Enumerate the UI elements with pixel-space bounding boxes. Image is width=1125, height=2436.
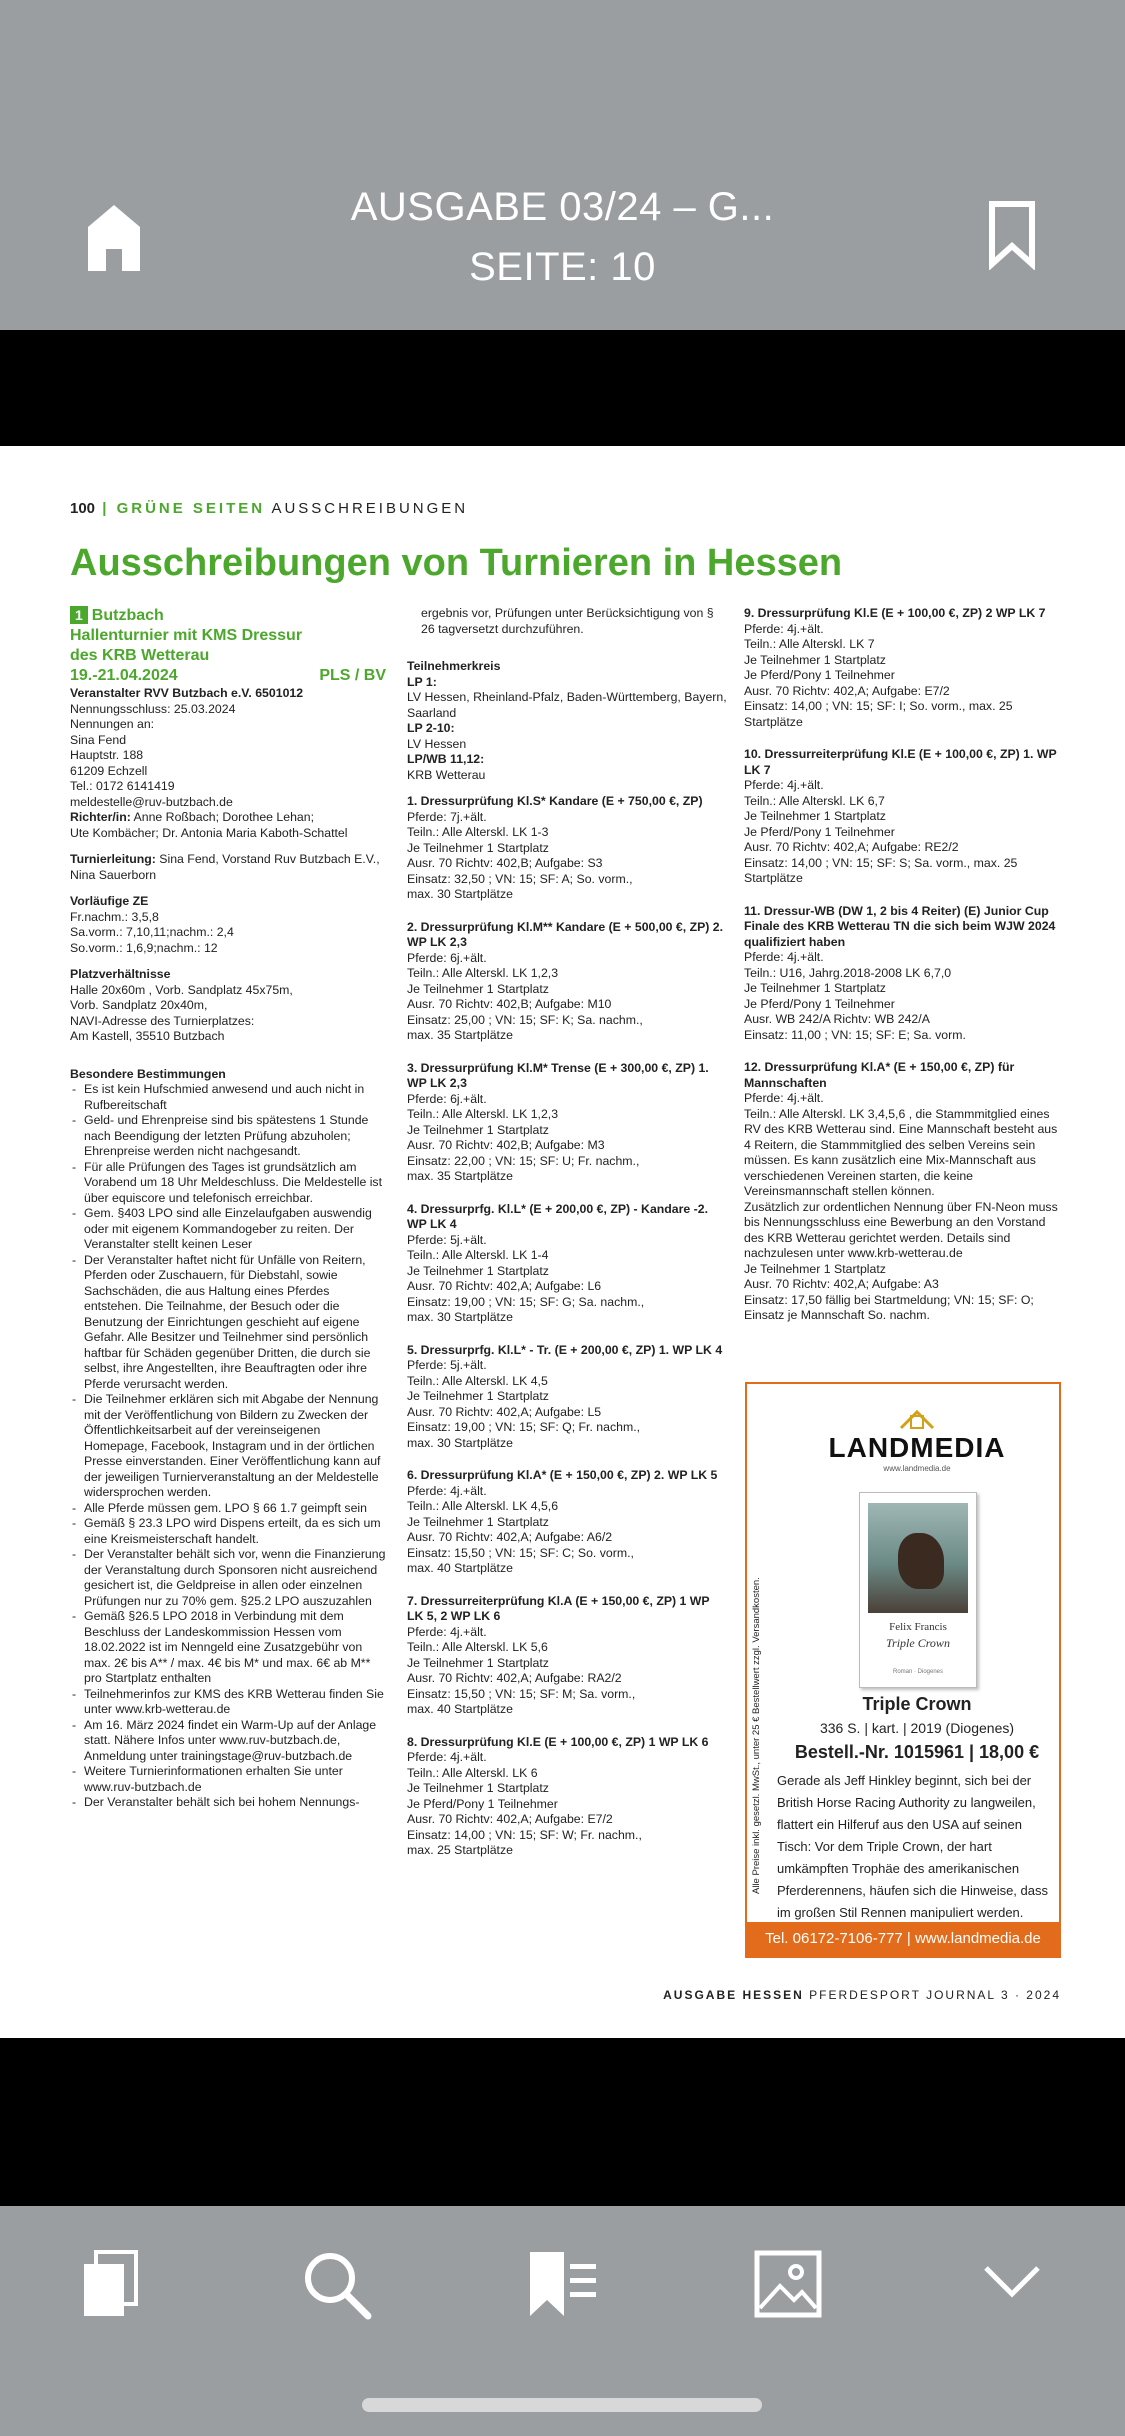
page-indicator: SEITE: 10 (469, 245, 656, 289)
competition-detail: Ausr. WB 242/A Richtv: WB 242/A (744, 1012, 930, 1026)
competition-detail: Einsatz: 15,50 ; VN: 15; SF: C; So. vorm., (407, 1545, 634, 1560)
logo-book-icon (897, 1408, 937, 1430)
ad-legal-note: Alle Preise inkl. gesetzl. MwSt., unter 25 € Bestellwert zzgl. Versandkosten. (751, 1577, 762, 1894)
competitions-col3 (744, 606, 1062, 1341)
competition-detail: Teiln.: Alle Alterskl. LK 4,5 (407, 1373, 548, 1388)
col2-intro: ergebnis vor, Prüfungen unter Berücksichtigung von § 26 tagversetzt durchzuführen. (421, 606, 714, 636)
ze-line: Fr.nachm.: 3,5,8 (70, 909, 159, 924)
competition-title: 5. Dressurprfg. Kl.L* - Tr. (E + 200,00 €, ZP) 1. WP LK 4 (407, 1342, 723, 1357)
competition-detail: Pferde: 4j.+ält. (744, 950, 824, 964)
competition-detail: Teiln.: U16, Jahrg.2018-2008 LK 6,7,0 (744, 965, 952, 980)
bookmark-icon (988, 200, 1036, 270)
ad-book-title: Triple Crown (862, 1694, 972, 1714)
collapse-button[interactable] (982, 2250, 1046, 2320)
competition-detail: Je Teilnehmer 1 Startplatz (407, 1263, 549, 1278)
logo-text: LANDMEDIA (828, 1432, 1006, 1463)
logo-url: www.landmedia.de (883, 1464, 951, 1473)
viewer-background-bottom (0, 2038, 1125, 2206)
competition-detail: Je Teilnehmer 1 Startplatz (407, 1655, 549, 1670)
competitions-col2 (407, 794, 727, 1876)
competition-detail: Ausr. 70 Richtv: 402,A; Aufgabe: L6 (407, 1279, 602, 1293)
address-line: Hauptstr. 188 (70, 748, 144, 762)
ze-line: Sa.vorm.: 7,10,11;nachm.: 2,4 (70, 925, 234, 939)
competition-entry (407, 1735, 727, 1876)
address-line: meldestelle@ruv-butzbach.de (70, 794, 233, 809)
cover-title: Triple Crown (886, 1636, 950, 1650)
rule-item: - Der Veranstalter haftet nicht für Unfälle von Reitern, Pferden oder Zuschauern, für Diebstahl, sowie Sachschäden, die aus Haltung eines Pferdes entstehen. Die Teilnahme, der Besuch oder die Benutzung der Einrichtungen geschieht auf eigene Gefahr. Alle Besitzer und Teilnehmer sind persönlich haftbar für Schäden gegenüber Dritten, die durch sie selbst, ihre Angestellten, ihre Beauftragten oder ihre Pferde verursacht werden. (70, 1253, 386, 1393)
competition-title: 9. Dressurprüfung Kl.E (E + 100,00 €, ZP) 2 WP LK 7 (744, 606, 1046, 620)
address-line: Sina Fend (70, 732, 127, 747)
competition-entry (407, 1343, 727, 1469)
top-bar (0, 0, 1125, 330)
column-3 (744, 606, 1062, 1341)
event-subtitle-2: des KRB Wetterau (70, 647, 210, 664)
event-date: 19.-21.04.2024 (70, 667, 178, 684)
address-line: Nennungen an: (70, 717, 155, 731)
competition-detail: Einsatz: 15,50 ; VN: 15; SF: M; Sa. vorm., (407, 1686, 636, 1701)
rule-item: - Die Teilnehmer erklären sich mit Abgabe der Nennung mit der Veröffentlichung von Bildern zu Zwecken der Öffentlichkeitsarbeit auf der vereinseigenen Homepage, Facebook, Instagram und in der örtlichen Presse einverstanden. Einer Veröffentlichung kann auf der jeweiligen Turnierveranstaltung an der Meldestelle widersprochen werden. (70, 1392, 386, 1501)
viewer-background-top (0, 330, 1125, 446)
competition-detail: Einsatz: 19,00 ; VN: 15; SF: G; Sa. nachm., (407, 1294, 645, 1309)
competition-detail: Je Teilnehmer 1 Startplatz (407, 1389, 549, 1403)
rule-item: - Der Veranstalter behält sich vor, wenn die Finanzierung der Veranstaltung durch Sponsoren nicht ausreichend gesichert ist, die Geldpreise in allen oder einzelnen Prüfungen nur zu 70% gem. §25.2 LPO auszuzahlen (70, 1547, 386, 1609)
competition-detail: Je Pferd/Pony 1 Teilnehmer (744, 996, 895, 1011)
competition-detail: Teiln.: Alle Alterskl. LK 4,5,6 (407, 1499, 559, 1513)
competition-detail: max. 30 Startplätze (407, 1310, 513, 1324)
competition-entry (744, 747, 1062, 904)
competition-detail: max. 35 Startplätze (407, 1169, 513, 1183)
competition-detail: Einsatz: 25,00 ; VN: 15; SF: K; Sa. nachm., (407, 1012, 643, 1027)
competition-entry (407, 1468, 727, 1594)
event-type: PLS / BV (319, 667, 386, 684)
chevron-down-icon (982, 2250, 1042, 2310)
participants-line: LP/WB 11,12: (407, 752, 485, 766)
organizer: Veranstalter RVV Butzbach e.V. 6501012 (70, 686, 304, 700)
competition-detail: Pferde: 5j.+ält. (407, 1232, 487, 1247)
competition-detail: Einsatz: 14,00 ; VN: 15; SF: I; So. vorm., max. 25 Startplätze (744, 699, 1013, 729)
rule-item: - Gem. §403 LPO sind alle Einzelaufgaben auswendig oder mit eigenem Kommandogeber zu reiten. Der Veranstalter stellt keinen Leser (70, 1206, 386, 1253)
rules-list (70, 1082, 386, 1811)
competition-detail: Einsatz: 19,00 ; VN: 15; SF: Q; Fr. nachm., (407, 1420, 641, 1434)
competition-detail: Je Teilnehmer 1 Startplatz (407, 840, 549, 855)
address-line: 61209 Echzell (70, 763, 148, 778)
page-header: 100 | GRÜNE SEITEN AUSSCHREIBUNGEN (70, 500, 469, 517)
landmedia-logo (817, 1408, 1017, 1473)
judges-label: Richter/in: (70, 810, 131, 824)
home-indicator[interactable] (362, 2398, 762, 2412)
competition-title: 12. Dressurprüfung Kl.A* (E + 150,00 €, ZP) für Mannschaften (744, 1060, 1015, 1090)
competition-detail: Ausr. 70 Richtv: 402,A; Aufgabe: RE2/2 (744, 840, 959, 854)
ze-list (70, 910, 386, 957)
bookmark-button[interactable] (988, 200, 1036, 270)
judges-2: Ute Kombächer; Dr. Antonia Maria Kaboth-Schattel (70, 825, 348, 840)
competition-title: 8. Dressurprüfung Kl.E (E + 100,00 €, ZP) 1 WP LK 6 (407, 1734, 709, 1749)
page-headline: Ausschreibungen von Turnieren in Hessen (70, 542, 843, 584)
competition-title: 6. Dressurprüfung Kl.A* (E + 150,00 €, ZP) 2. WP LK 5 (407, 1468, 718, 1482)
competition-detail: Pferde: 4j.+ält. (744, 778, 824, 792)
competition-detail: Einsatz: 17,50 fällig bei Startmeldung; VN: 15; SF: O; (744, 1292, 1034, 1307)
rule-item: - Teilnehmerinfos zur KMS des KRB Wetterau finden Sie unter www.krb-wetterau.de (70, 1687, 386, 1718)
footer-journal: PFERDESPORT JOURNAL 3 · 2024 (809, 1988, 1061, 2002)
competition-detail: Je Pferd/Pony 1 Teilnehmer (744, 824, 895, 839)
competition-detail: Ausr. 70 Richtv: 402,A; Aufgabe: A3 (744, 1277, 939, 1291)
magazine-page (0, 446, 1125, 2038)
participants-line: LV Hessen (407, 736, 467, 751)
competition-detail: Ausr. 70 Richtv: 402,A; Aufgabe: E7/2 (407, 1812, 613, 1826)
competition-detail: Einsatz: 22,00 ; VN: 15; SF: U; Fr. nachm., (407, 1153, 640, 1168)
participants-line: LV Hessen, Rheinland-Pfalz, Baden-Württemberg, Bayern, Saarland (407, 690, 727, 720)
competition-entry (407, 1061, 727, 1202)
competition-detail: Je Teilnehmer 1 Startplatz (744, 1261, 886, 1276)
ad-description: Gerade als Jeff Hinkley beginnt, sich bei der British Horse Racing Authority zu langweilen, flattert ein Hilferuf aus den USA auf seinen Tisch: Vor dem Triple Crown, der hart umkämpften Trophäe des amerikanischen Pferderennens, häufen sich die Hinweise, dass im großen Stil Rennen manipuliert werden. (777, 1773, 1048, 1920)
competition-detail: Pferde: 4j.+ält. (744, 1091, 824, 1105)
publication-title: AUSGABE 03/24 – G... (350, 185, 775, 229)
competition-detail: Teiln.: Alle Alterskl. LK 6,7 (744, 793, 885, 808)
footer-edition: AUSGABE HESSEN (663, 1988, 804, 2002)
competition-entry (407, 794, 727, 920)
search-icon (302, 2250, 372, 2320)
competition-detail: Pferde: 5j.+ält. (407, 1358, 487, 1372)
competition-title: 11. Dressur-WB (DW 1, 2 bis 4 Reiter) (E) Junior Cup Finale des KRB Wetterau TN die sich beim WJW 2024 qualifiziert haben (744, 903, 1056, 949)
image-icon (754, 2250, 822, 2318)
participants-line: KRB Wetterau (407, 767, 486, 782)
competition-detail: Je Teilnehmer 1 Startplatz (744, 981, 886, 995)
competition-detail: Ausr. 70 Richtv: 402,A; Aufgabe: A6/2 (407, 1530, 613, 1544)
participants-line: LP 1: (407, 674, 437, 689)
event-name: Butzbach (91, 607, 164, 624)
rule-item: - Gemäß §26.5 LPO 2018 in Verbindung mit dem Beschluss der Landeskommission Hessen vom 18.02.2022 ist im Nenngeld eine Zusatzgebühr von max. 2€ bis A** / max. 4€ bis M* und max. 6€ ab M** pro Startplatz enthalten (70, 1609, 386, 1687)
competition-detail: Teiln.: Alle Alterskl. LK 1-4 (407, 1248, 549, 1262)
competition-entry (407, 920, 727, 1061)
rule-item: - Geld- und Ehrenpreise sind bis spätestens 1 Stunde nach Beendigung der letzten Prüfung abzuholen; Ehrenpreise werden nicht nachgesandt. (70, 1113, 386, 1160)
competition-detail: Je Teilnehmer 1 Startplatz (407, 1781, 549, 1795)
lead: Sina Fend, Vorstand Ruv Butzbach E.V., Nina Sauerborn (70, 852, 380, 882)
competition-entry (407, 1202, 727, 1343)
competition-detail: Je Teilnehmer 1 Startplatz (407, 981, 549, 996)
competition-detail: Pferde: 4j.+ält. (407, 1483, 487, 1498)
bookmarks-list-icon (528, 2250, 598, 2320)
page-footer (663, 1988, 1061, 2002)
competition-detail: Pferde: 4j.+ält. (407, 1750, 487, 1764)
rules-title: Besondere Bestimmungen (70, 1066, 226, 1081)
search-button[interactable] (302, 2250, 366, 2320)
book-cover (859, 1492, 977, 1688)
cover-image (868, 1503, 968, 1613)
lead-label: Turnierleitung: (70, 852, 156, 866)
competition-detail: max. 35 Startplätze (407, 1028, 513, 1042)
competition-detail: Teiln.: Alle Alterskl. LK 1-3 (407, 825, 549, 839)
column-1 (70, 606, 386, 1811)
event-subtitle: Hallenturnier mit KMS Dressur (70, 627, 303, 644)
competition-detail: Je Pferd/Pony 1 Teilnehmer (407, 1796, 558, 1811)
participants-list (407, 675, 727, 784)
cover-publisher: Roman · Diogenes (892, 1669, 944, 1675)
competition-detail: Teiln.: Alle Alterskl. LK 5,6 (407, 1640, 548, 1654)
rule-item: - Es ist kein Hufschmied anwesend und auch nicht in Rufbereitschaft (70, 1082, 386, 1113)
competition-entry (407, 1594, 727, 1735)
place-line: Vorb. Sandplatz 20x40m, (70, 998, 208, 1012)
rule-item: - Alle Pferde müssen gem. LPO § 66 1.7 geimpft sein (70, 1501, 386, 1517)
competition-detail: Je Teilnehmer 1 Startplatz (407, 1514, 549, 1529)
column-2 (407, 606, 727, 1876)
pages-icon (80, 2250, 144, 2320)
ze-line: So.vorm.: 1,6,9;nachm.: 12 (70, 940, 218, 955)
ad-contact[interactable]: Tel. 06172-7106-777 | www.landmedia.de (747, 1922, 1059, 1956)
book-advertisement[interactable] (745, 1382, 1061, 1958)
competition-detail: Pferde: 6j.+ält. (407, 1091, 487, 1106)
competition-detail: Zusätzlich zur ordentlichen Nennung über FN-Neon muss bis Nennungsschluss eine Bewerbung an den Vorstand des KRB Wetterau gerichtet werden. Details sind nachzulesen unter www.krb-wetterau.de (744, 1199, 1058, 1260)
competition-detail: Ausr. 70 Richtv: 402,B; Aufgabe: M3 (407, 1138, 605, 1152)
competition-detail: Pferde: 6j.+ält. (407, 950, 487, 965)
competition-detail: Einsatz je Mannschaft So. nachm. (744, 1308, 930, 1322)
pages-button[interactable] (80, 2250, 144, 2320)
competition-detail: Einsatz: 11,00 ; VN: 15; SF: E; Sa. vorm. (744, 1027, 966, 1042)
place-line: NAVI-Adresse des Turnierplatzes: (70, 1013, 255, 1028)
cover-author: Felix Francis (889, 1621, 947, 1633)
competition-detail: Einsatz: 14,00 ; VN: 15; SF: S; Sa. vorm., max. 25 Startplätze (744, 855, 1018, 885)
competition-detail: Einsatz: 32,50 ; VN: 15; SF: A; So. vorm., (407, 871, 633, 886)
competition-title: 7. Dressurreiterprüfung Kl.A (E + 150,00 €, ZP) 1 WP LK 5, 2 WP LK 6 (407, 1593, 710, 1623)
competition-title: 1. Dressurprüfung Kl.S* Kandare (E + 750,00 €, ZP) (407, 794, 703, 808)
ad-book-meta: 336 S. | kart. | 2019 (Diogenes) (819, 1720, 1015, 1736)
bookmarks-button[interactable] (528, 2250, 592, 2320)
address-block (70, 717, 386, 810)
competition-detail: Je Pferd/Pony 1 Teilnehmer (744, 668, 895, 682)
competition-detail: Pferde: 7j.+ält. (407, 809, 487, 824)
place-line: Am Kastell, 35510 Butzbach (70, 1029, 225, 1043)
competition-detail: Je Teilnehmer 1 Startplatz (407, 1122, 549, 1137)
place-line: Halle 20x60m , Vorb. Sandplatz 45x75m, (70, 982, 293, 997)
competition-detail: Pferde: 4j.+ält. (407, 1624, 487, 1639)
competition-detail: Je Teilnehmer 1 Startplatz (744, 809, 886, 823)
competition-detail: Teiln.: Alle Alterskl. LK 1,2,3 (407, 1107, 559, 1121)
participants-title: Teilnehmerkreis (407, 659, 501, 673)
competition-entry (744, 606, 1062, 747)
competition-detail: Einsatz: 14,00 ; VN: 15; SF: W; Fr. nachm., (407, 1827, 642, 1842)
competition-detail: Teiln.: Alle Alterskl. LK 3,4,5,6 , die Stammmitglied eines RV des KRB Wetterau sind. Eine Mannschaft besteht aus 4 Reitern, die Stammmitglied des selben Vereins sein müssen. Es kann zusätzlich eine Mix-Mannschaft aus verschiedenen Vereinen starten, die keine Vereinsmannschaft stellen können. (744, 1106, 1058, 1198)
place-title: Platzverhältnisse (70, 967, 171, 981)
rule-item: - Gemäß § 23.3 LPO wird Dispens erteilt, da es sich um eine Kreismeisterschaft handelt. (70, 1516, 386, 1547)
ad-order-number: Bestell.-Nr. 1015961 | 18,00 € (794, 1742, 1040, 1762)
competition-detail: Teiln.: Alle Alterskl. LK 1,2,3 (407, 966, 559, 980)
competition-detail: Teiln.: Alle Alterskl. LK 6 (407, 1765, 538, 1780)
competition-detail: Ausr. 70 Richtv: 402,A; Aufgabe: L5 (407, 1404, 602, 1419)
images-button[interactable] (754, 2250, 818, 2320)
competition-detail: max. 40 Startplätze (407, 1702, 513, 1716)
competition-detail: Ausr. 70 Richtv: 402,A; Aufgabe: RA2/2 (407, 1671, 622, 1685)
rule-item: - Weitere Turnierinformationen erhalten Sie unter www.ruv-butzbach.de (70, 1764, 386, 1795)
ze-title: Vorläufige ZE (70, 894, 149, 908)
competition-detail: Pferde: 4j.+ält. (744, 621, 824, 636)
event-number: 1 (70, 606, 88, 624)
rule-item: - Der Veranstalter behält sich bei hohem Nennungs- (70, 1795, 386, 1811)
rule-item: - Für alle Prüfungen des Tages ist grundsätzlich am Vorabend um 18 Uhr Meldeschluss. Die Meldestelle ist über equiscore und telefonisch erreichbar. (70, 1160, 386, 1207)
rule-item: - Am 16. März 2024 findet ein Warm-Up auf der Anlage statt. Nähere Infos unter www.ruv-butzbach.de, Anmeldung unter trainingstage@ruv-butzbach.de (70, 1718, 386, 1765)
judges: Anne Roßbach; Dorothee Lehan; (130, 810, 315, 824)
competition-detail: max. 25 Startplätze (407, 1843, 513, 1857)
competition-detail: Teiln.: Alle Alterskl. LK 7 (744, 637, 875, 651)
competition-detail: max. 30 Startplätze (407, 887, 513, 901)
place-list (70, 983, 386, 1045)
competition-detail: Ausr. 70 Richtv: 402,B; Aufgabe: S3 (407, 856, 603, 870)
page-number: 100 (70, 500, 96, 517)
competition-detail: max. 30 Startplätze (407, 1435, 513, 1450)
competition-detail: Je Teilnehmer 1 Startplatz (744, 652, 886, 667)
competition-title: 10. Dressurreiterprüfung Kl.E (E + 100,00 €, ZP) 1. WP LK 7 (744, 747, 1057, 777)
competition-detail: Ausr. 70 Richtv: 402,B; Aufgabe: M10 (407, 997, 612, 1011)
competition-detail: Ausr. 70 Richtv: 402,A; Aufgabe: E7/2 (744, 683, 950, 698)
competition-detail: max. 40 Startplätze (407, 1561, 513, 1575)
competition-title: 4. Dressurprfg. Kl.L* (E + 200,00 €, ZP) - Kandare -2. WP LK 4 (407, 1201, 709, 1231)
competition-title: 3. Dressurprüfung Kl.M* Trense (E + 300,00 €, ZP) 1. WP LK 2,3 (407, 1060, 709, 1090)
deadline: Nennungsschluss: 25.03.2024 (70, 701, 236, 716)
address-line: Tel.: 0172 6141419 (70, 779, 175, 793)
section-sub: AUSSCHREIBUNGEN (271, 500, 469, 517)
section-name: GRÜNE SEITEN (116, 500, 266, 517)
competition-entry (744, 1060, 1062, 1341)
participants-line: LP 2-10: (407, 721, 455, 735)
competition-entry (744, 904, 1062, 1061)
competition-title: 2. Dressurprüfung Kl.M** Kandare (E + 500,00 €, ZP) 2. WP LK 2,3 (407, 919, 724, 949)
